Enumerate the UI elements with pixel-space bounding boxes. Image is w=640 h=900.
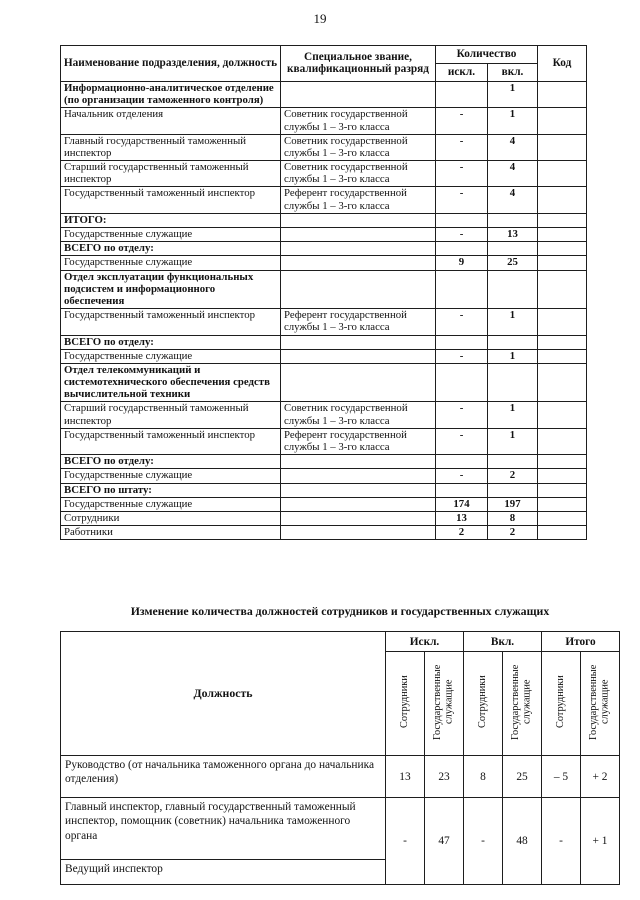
changes-table (60, 631, 620, 885)
t1-cell-code (538, 363, 587, 402)
table-row (61, 187, 587, 213)
t1-cell-rank (281, 349, 436, 363)
t2-group-excluded: Искл. (386, 632, 464, 652)
table-row (61, 497, 587, 511)
table-row (61, 81, 587, 107)
t1-cell-name: Отдел телекоммуникаций и системотехнического обеспечения средств вычислительной техники (61, 363, 281, 402)
t1-cell-excl (436, 213, 488, 227)
t1-header-code: Код (538, 46, 587, 82)
table-row (61, 270, 587, 309)
t1-cell-name: Сотрудники (61, 511, 281, 525)
t1-cell-excl (436, 242, 488, 256)
t1-cell-excl: - (436, 469, 488, 483)
t2-cell-value: - (386, 798, 425, 885)
t1-header-rank: Специальное звание, квалификационный разряд (281, 46, 436, 82)
changes-table-header (61, 632, 620, 756)
t1-cell-incl: 8 (488, 511, 538, 525)
t1-cell-code (538, 349, 587, 363)
t1-cell-incl (488, 270, 538, 309)
t1-cell-code (538, 402, 587, 428)
t1-cell-name: Государственные служащие (61, 469, 281, 483)
t1-cell-name: Государственные служащие (61, 349, 281, 363)
t1-cell-excl: 9 (436, 256, 488, 270)
t1-cell-incl: 4 (488, 187, 538, 213)
table-row (61, 108, 587, 134)
t1-cell-rank (281, 483, 436, 497)
t1-cell-excl: - (436, 349, 488, 363)
t1-cell-rank (281, 497, 436, 511)
t1-cell-name: Старший государственный таможенный инспектор (61, 161, 281, 187)
t2-cell-value: – 5 (542, 756, 581, 798)
table-row (61, 134, 587, 160)
table-row (61, 798, 620, 860)
t2-cell-value: - (542, 798, 581, 885)
t1-cell-excl: - (436, 309, 488, 335)
table-row (61, 363, 587, 402)
t1-cell-rank (281, 213, 436, 227)
section-title: Изменение количества должностей сотрудников и государственных служащих (130, 604, 550, 618)
t2-cell-value: 47 (425, 798, 464, 885)
t1-cell-incl: 1 (488, 428, 538, 454)
t1-cell-incl: 4 (488, 161, 538, 187)
t1-cell-excl: 13 (436, 511, 488, 525)
t1-cell-rank (281, 256, 436, 270)
t1-cell-excl (436, 455, 488, 469)
t1-cell-name: ВСЕГО по отделу: (61, 242, 281, 256)
table-row (61, 161, 587, 187)
t1-cell-rank (281, 335, 436, 349)
t1-cell-name: Государственные служащие (61, 256, 281, 270)
t1-header-name: Наименование подразделения, должность (61, 46, 281, 82)
t1-cell-incl: 1 (488, 309, 538, 335)
table-row (61, 455, 587, 469)
t1-cell-code (538, 428, 587, 454)
t2-cell-value: 23 (425, 756, 464, 798)
t1-cell-incl: 2 (488, 469, 538, 483)
t1-cell-excl (436, 270, 488, 309)
table-row (61, 256, 587, 270)
t2-cell-value: + 2 (581, 756, 620, 798)
t1-cell-incl (488, 363, 538, 402)
t1-cell-code (538, 256, 587, 270)
staff-table-body (61, 81, 587, 539)
t1-cell-excl: 2 (436, 526, 488, 540)
t2-subheader-label: Государственные служащие (510, 664, 534, 740)
t2-cell-position: Руководство (от начальника таможенного органа до начальника отделения) (61, 756, 386, 798)
t1-cell-incl: 1 (488, 81, 538, 107)
t1-cell-excl (436, 483, 488, 497)
t1-cell-code (538, 187, 587, 213)
table-row (61, 349, 587, 363)
t2-cell-value: 8 (464, 756, 503, 798)
t1-cell-name: Государственный таможенный инспектор (61, 309, 281, 335)
table-row (61, 309, 587, 335)
t1-cell-code (538, 161, 587, 187)
t1-cell-incl (488, 455, 538, 469)
t1-cell-code (538, 108, 587, 134)
t1-cell-rank: Референт государственной службы 1 – 3-го класса (281, 428, 436, 454)
t1-header-included: вкл. (488, 63, 538, 81)
t1-cell-code (538, 134, 587, 160)
table-row (61, 402, 587, 428)
table-row (61, 526, 587, 540)
t2-subheader (542, 652, 581, 756)
t1-cell-excl (436, 335, 488, 349)
t1-cell-rank: Референт государственной службы 1 – 3-го класса (281, 309, 436, 335)
t1-cell-excl: - (436, 228, 488, 242)
t2-cell-value: - (464, 798, 503, 885)
table-row (61, 483, 587, 497)
table-row (61, 756, 620, 798)
t2-cell-position: Главный инспектор, главный государственный таможенный инспектор, помощник (советник) начальника таможенного органа (61, 798, 386, 860)
t1-cell-incl (488, 213, 538, 227)
t1-cell-incl: 13 (488, 228, 538, 242)
t2-subheader-label: Государственные служащие (588, 664, 612, 740)
table-row (61, 469, 587, 483)
t1-cell-code (538, 213, 587, 227)
table-row (61, 213, 587, 227)
t1-cell-incl (488, 335, 538, 349)
t1-header-quantity: Количество (436, 46, 538, 64)
t2-subheader-label: Сотрудники (399, 675, 411, 729)
t1-cell-incl: 1 (488, 349, 538, 363)
t1-cell-name: Государственный таможенный инспектор (61, 187, 281, 213)
t2-cell-value: 13 (386, 756, 425, 798)
t1-cell-rank: Советник государственной службы 1 – 3-го класса (281, 108, 436, 134)
t1-cell-name: Государственные служащие (61, 497, 281, 511)
t2-cell-value: 25 (503, 756, 542, 798)
t2-subheader (386, 652, 425, 756)
t1-cell-code (538, 242, 587, 256)
t1-cell-incl: 1 (488, 402, 538, 428)
t1-cell-incl (488, 483, 538, 497)
t2-header-position: Должность (61, 632, 386, 756)
t1-cell-code (538, 497, 587, 511)
t1-cell-rank (281, 455, 436, 469)
t2-subheader (425, 652, 464, 756)
t1-cell-code (538, 526, 587, 540)
t1-cell-code (538, 81, 587, 107)
changes-table-body (61, 756, 620, 885)
t1-cell-code (538, 511, 587, 525)
t2-subheader-label: Сотрудники (477, 675, 489, 729)
t1-cell-name: Информационно-аналитическое отделение (по организации таможенного контроля) (61, 81, 281, 107)
t1-cell-code (538, 469, 587, 483)
t1-cell-incl: 4 (488, 134, 538, 160)
t1-cell-name: Главный государственный таможенный инспектор (61, 134, 281, 160)
t1-cell-rank (281, 526, 436, 540)
t2-subheader-label: Государственные служащие (432, 664, 455, 740)
t1-cell-incl: 1 (488, 108, 538, 134)
t1-cell-name: ИТОГО: (61, 213, 281, 227)
t1-cell-code (538, 309, 587, 335)
t1-cell-name: ВСЕГО по отделу: (61, 335, 281, 349)
t1-cell-rank (281, 270, 436, 309)
t2-subheader (581, 652, 620, 756)
t2-group-included: Вкл. (464, 632, 542, 652)
t1-cell-name: Начальник отделения (61, 108, 281, 134)
table-row (61, 335, 587, 349)
t1-cell-incl: 2 (488, 526, 538, 540)
t1-cell-code (538, 455, 587, 469)
staff-table-header (61, 46, 587, 82)
t1-cell-rank: Советник государственной службы 1 – 3-го класса (281, 161, 436, 187)
t1-cell-rank: Референт государственной службы 1 – 3-го класса (281, 187, 436, 213)
t1-cell-rank (281, 363, 436, 402)
t1-cell-code (538, 335, 587, 349)
t1-cell-incl: 197 (488, 497, 538, 511)
t1-cell-name: Работники (61, 526, 281, 540)
t2-cell-position: Ведущий инспектор (61, 860, 386, 885)
table-row (61, 228, 587, 242)
table-row (61, 511, 587, 525)
t1-cell-rank (281, 511, 436, 525)
t1-cell-excl: - (436, 428, 488, 454)
t1-cell-name: Государственные служащие (61, 228, 281, 242)
t1-cell-excl: - (436, 108, 488, 134)
t1-cell-rank: Советник государственной службы 1 – 3-го класса (281, 134, 436, 160)
t2-cell-value: 48 (503, 798, 542, 885)
t1-cell-excl (436, 81, 488, 107)
t1-cell-code (538, 270, 587, 309)
t1-cell-excl: - (436, 187, 488, 213)
table-row (61, 242, 587, 256)
t1-cell-rank (281, 81, 436, 107)
t2-subheader-label: Сотрудники (555, 675, 567, 729)
table-row (61, 428, 587, 454)
t1-cell-excl: 174 (436, 497, 488, 511)
t1-cell-name: ВСЕГО по отделу: (61, 455, 281, 469)
t1-cell-code (538, 228, 587, 242)
t2-subheader (464, 652, 503, 756)
page-number: 19 (313, 11, 327, 26)
t2-subheader (503, 652, 542, 756)
t1-cell-name: Отдел эксплуатации функциональных подсистем и информационного обеспечения (61, 270, 281, 309)
t1-cell-code (538, 483, 587, 497)
t2-group-total: Итого (542, 632, 620, 652)
t1-cell-rank (281, 242, 436, 256)
t1-header-excluded: искл. (436, 63, 488, 81)
t2-cell-value: + 1 (581, 798, 620, 885)
staff-structure-table (60, 45, 587, 540)
t1-cell-rank (281, 469, 436, 483)
t1-cell-rank: Советник государственной службы 1 – 3-го класса (281, 402, 436, 428)
t1-cell-rank (281, 228, 436, 242)
t1-cell-incl: 25 (488, 256, 538, 270)
t1-cell-incl (488, 242, 538, 256)
t1-cell-excl: - (436, 161, 488, 187)
t1-cell-name: ВСЕГО по штату: (61, 483, 281, 497)
t1-cell-excl: - (436, 134, 488, 160)
t1-cell-excl: - (436, 402, 488, 428)
t1-cell-name: Старший государственный таможенный инспектор (61, 402, 281, 428)
t1-cell-name: Государственный таможенный инспектор (61, 428, 281, 454)
t1-cell-excl (436, 363, 488, 402)
